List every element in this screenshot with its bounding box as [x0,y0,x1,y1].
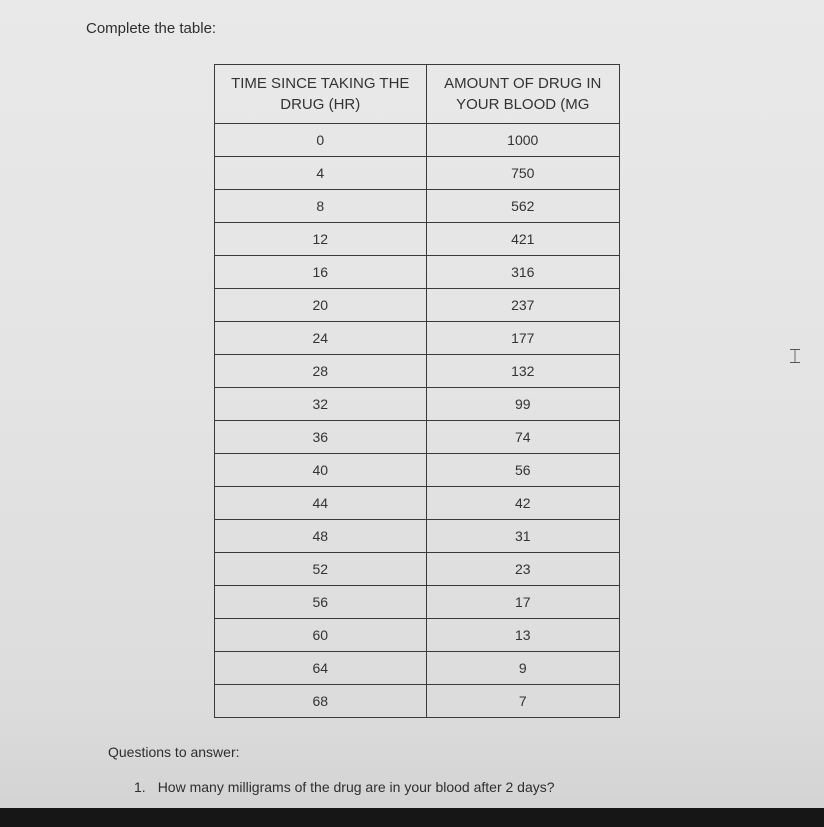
cell-time: 0 [215,124,427,157]
cell-amount: 132 [426,355,620,388]
table-row [215,355,620,388]
bottom-bar [0,808,824,827]
table-row [215,190,620,223]
table-row [215,652,620,685]
cell-time: 12 [215,223,427,256]
cell-amount: 421 [426,223,620,256]
table-header-row [215,65,620,124]
page-heading: Complete the table: [86,20,217,37]
table-row [215,256,620,289]
cell-amount: 17 [426,586,620,619]
cell-amount: 237 [426,289,620,322]
cell-time: 4 [215,157,427,190]
header-time: TIME SINCE TAKING THE DRUG (HR) [215,65,427,124]
cell-time: 16 [215,256,427,289]
questions-label: Questions to answer: [108,744,240,760]
cell-amount: 562 [426,190,620,223]
table-row [215,619,620,652]
cell-time: 48 [215,520,427,553]
cell-time: 8 [215,190,427,223]
cell-time: 36 [215,421,427,454]
table-row [215,520,620,553]
table-row [215,553,620,586]
cell-amount: 31 [426,520,620,553]
question-number: 1. [134,779,146,795]
cell-amount: 99 [426,388,620,421]
cell-amount: 74 [426,421,620,454]
table-row [215,421,620,454]
cell-time: 28 [215,355,427,388]
cell-amount: 316 [426,256,620,289]
cell-amount: 56 [426,454,620,487]
question-text: How many milligrams of the drug are in your blood after 2 days? [157,779,555,795]
cell-time: 32 [215,388,427,421]
table-row [215,388,620,421]
drug-table-container [214,64,620,718]
cell-amount: 7 [426,685,620,718]
table-row [215,487,620,520]
cell-time: 44 [215,487,427,520]
cell-time: 20 [215,289,427,322]
table-row [215,685,620,718]
table-row [215,289,620,322]
table-row [215,157,620,190]
cell-amount: 42 [426,487,620,520]
cell-amount: 9 [426,652,620,685]
table-row [215,223,620,256]
header-amount: AMOUNT OF DRUG IN YOUR BLOOD (MG [426,65,620,124]
cell-time: 52 [215,553,427,586]
cell-amount: 13 [426,619,620,652]
cell-time: 40 [215,454,427,487]
table-row [215,322,620,355]
cell-amount: 750 [426,157,620,190]
table-row [215,586,620,619]
table-body [215,124,620,718]
table-row [215,454,620,487]
cell-amount: 1000 [426,124,620,157]
cell-amount: 177 [426,322,620,355]
cell-time: 60 [215,619,427,652]
text-cursor-icon: ⌶ [789,344,801,368]
drug-table [214,64,620,718]
question-item [134,779,555,795]
cell-time: 64 [215,652,427,685]
cell-time: 68 [215,685,427,718]
table-row [215,124,620,157]
cell-time: 24 [215,322,427,355]
cell-amount: 23 [426,553,620,586]
cell-time: 56 [215,586,427,619]
